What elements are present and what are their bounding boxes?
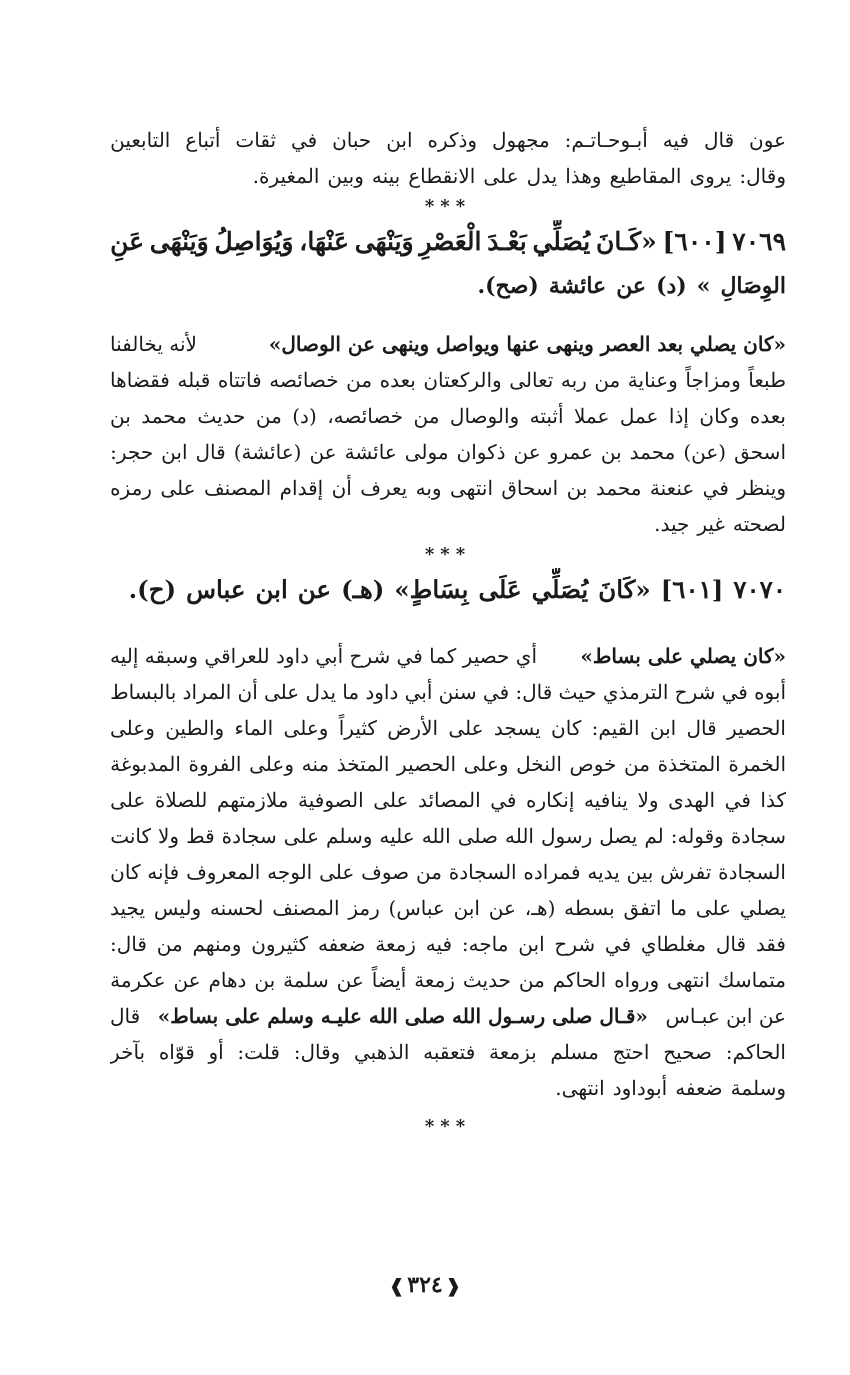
word: فتعقبه	[423, 1040, 476, 1064]
word: عَلَى	[478, 575, 522, 604]
word: قال	[703, 128, 735, 152]
word: عمل	[619, 404, 659, 428]
word: (عن)	[683, 440, 727, 464]
word: ربه	[560, 368, 587, 392]
word: الانقطاع	[408, 164, 476, 188]
word: الصوفية	[298, 788, 364, 812]
word: غير	[697, 512, 725, 536]
text-line	[110, 470, 786, 506]
word: «كَانَ	[598, 575, 651, 604]
word: عباس)	[388, 896, 445, 920]
intro-paragraph	[110, 122, 786, 194]
word: رمز	[348, 896, 380, 920]
text-line	[110, 746, 786, 782]
word: أبـوحـاتـم:	[564, 128, 648, 152]
word: بعده	[749, 404, 786, 428]
word: فمراده	[523, 860, 581, 884]
word: عن	[513, 440, 541, 464]
word: لحسنه	[209, 896, 264, 920]
word: ابن	[453, 896, 480, 920]
word: وَيَنْهَى	[149, 227, 209, 256]
commentary-7070	[110, 638, 786, 1106]
word: قال	[715, 932, 747, 956]
word: يدل	[526, 164, 558, 188]
word: عليه	[379, 824, 415, 848]
text-line	[110, 710, 786, 746]
word: تفرش	[660, 860, 712, 884]
word: خصائصه،	[327, 404, 404, 428]
word: بِسَاطٍ»	[394, 575, 469, 604]
word: الحصير	[727, 716, 786, 740]
word: ضعفه	[317, 932, 366, 956]
word: إقدام	[279, 476, 324, 500]
commentary-text: أي حصير كما في شرح أبي داود للعراقي وسبقه إليه	[110, 644, 538, 668]
word: أو	[208, 1040, 224, 1064]
word: في	[290, 128, 318, 152]
word: اتفق	[623, 896, 662, 920]
word: أيضاً	[371, 968, 407, 992]
commentary-text: لأنه يخالفنا	[110, 332, 197, 356]
section-separator: ***	[424, 1116, 472, 1137]
word: وكان	[699, 404, 740, 428]
word: متماسك	[717, 968, 786, 992]
word: عن	[336, 968, 364, 992]
text-line	[110, 1034, 786, 1070]
hadith-line	[110, 220, 786, 264]
text-line	[110, 122, 786, 158]
word: من	[624, 752, 650, 776]
word: والركعتان	[423, 368, 502, 392]
word: اسحاق	[501, 476, 559, 500]
word: في	[724, 788, 751, 812]
word: على	[319, 860, 355, 884]
word: عن	[297, 575, 332, 604]
word: بعده	[379, 368, 416, 392]
word: عَنِ	[110, 227, 145, 256]
word: محمد	[141, 404, 187, 428]
text-line	[110, 890, 786, 926]
word: والطين	[165, 716, 225, 740]
word: المتخذة	[657, 752, 721, 776]
word: انتهى	[667, 968, 711, 992]
word: الله	[421, 824, 451, 848]
word: (ح).	[128, 575, 177, 604]
word: محمد	[629, 440, 676, 464]
text-line	[110, 782, 786, 818]
word: في	[490, 788, 517, 812]
word: للصلاة	[154, 788, 208, 812]
word: على	[160, 476, 196, 500]
commentary-text: عن ابن عبـاس	[665, 1004, 786, 1028]
word: جيد.	[654, 512, 690, 536]
word: على	[110, 788, 146, 812]
word: وليس	[153, 896, 202, 920]
word: الماء	[234, 716, 274, 740]
word: »	[696, 273, 711, 299]
word: قوّاه	[158, 1040, 195, 1064]
word: عباس	[186, 575, 246, 604]
word: على	[483, 164, 519, 188]
text-line	[110, 998, 786, 1034]
word: شرح	[674, 680, 716, 704]
word: يديه	[587, 860, 620, 884]
word: إنكاره	[526, 788, 575, 812]
commentary-7069	[110, 326, 786, 542]
word: الحاكم:	[725, 1040, 786, 1064]
word: فيه	[662, 128, 690, 152]
word: رمزه	[110, 476, 152, 500]
word: ومنهم	[192, 932, 242, 956]
word: وعلى	[283, 716, 329, 740]
word: يعرف	[360, 476, 408, 500]
word: ابن	[161, 440, 188, 464]
word: ينافيه	[583, 788, 628, 812]
word: يُصَلِّي	[532, 227, 591, 256]
word: ما	[670, 896, 687, 920]
hadith-quote: «كان يصلي على بساط»	[580, 644, 786, 668]
word: في	[721, 680, 748, 704]
hadith-quote: «قـال صلى رسـول الله صلى الله عليـه وسلم على بساط»	[157, 1004, 648, 1028]
hadith-7069	[110, 220, 786, 308]
word: النخل	[516, 752, 562, 776]
word: وقال:	[293, 1040, 341, 1064]
word: قلت:	[237, 1040, 280, 1064]
text-line	[110, 818, 786, 854]
word: بين	[626, 860, 654, 884]
word: فإنه	[147, 860, 180, 884]
word: اسحق	[734, 440, 786, 464]
text-line	[110, 434, 786, 470]
hadith-7070	[110, 568, 786, 612]
word: أن	[331, 476, 352, 500]
word: من	[415, 860, 442, 884]
word: (هـ)	[341, 575, 385, 604]
word: كثيراً	[338, 716, 377, 740]
text-line	[110, 674, 786, 710]
word: داود	[365, 680, 399, 704]
word: على	[448, 716, 484, 740]
word: المصنف	[272, 896, 340, 920]
word: ابن	[518, 932, 545, 956]
word: [٦٠٠]	[662, 227, 727, 256]
word: رسول	[540, 824, 593, 848]
word: إذا	[668, 404, 689, 428]
word: ثقات	[235, 128, 277, 152]
word: وَيُوَاصِلُ	[214, 227, 294, 256]
word: الحاكم	[552, 968, 607, 992]
word: من	[255, 404, 282, 428]
word: القيم:	[591, 716, 640, 740]
word: ابن	[649, 716, 677, 740]
word: المعروف	[186, 860, 261, 884]
word: وسلمة	[730, 1076, 786, 1100]
word: المغيرة.	[252, 164, 320, 188]
text-line	[110, 962, 786, 998]
word: أن	[237, 680, 258, 704]
word: ضعفه	[675, 1076, 723, 1100]
text-line	[110, 326, 786, 362]
word: أتباع	[185, 128, 221, 152]
word: كان	[551, 716, 582, 740]
section-separator: ***	[424, 544, 472, 565]
word: دهام	[208, 968, 247, 992]
word: عكرمة	[110, 968, 166, 992]
word: من	[594, 368, 621, 392]
word: ٧٠٦٩	[732, 227, 786, 256]
word: الْعَصْرِ	[419, 227, 482, 256]
word: في	[702, 476, 729, 500]
word: المدبوغة	[110, 752, 181, 776]
word: الهدى	[668, 788, 716, 812]
word: ملازمتهم	[216, 788, 289, 812]
text-line	[110, 158, 786, 194]
word: (د)	[292, 404, 317, 428]
word: عن	[488, 896, 516, 920]
word: السجادة	[718, 860, 786, 884]
word: سجادة	[221, 824, 277, 848]
word: طبعاً	[748, 368, 786, 392]
word: الحصير	[397, 752, 457, 776]
word: قال	[686, 716, 717, 740]
word: من	[413, 404, 440, 428]
word: عائشة	[344, 440, 397, 464]
word: انتهى	[449, 476, 494, 500]
word: مسلم	[550, 1040, 599, 1064]
word: والوصال	[449, 404, 520, 428]
word: بآخر	[110, 1040, 146, 1064]
section-separator: ***	[424, 196, 472, 217]
word: كذا	[760, 788, 786, 812]
word: زمعة	[414, 968, 455, 992]
word: على	[373, 788, 409, 812]
word: التابعين	[110, 128, 171, 152]
word: على	[283, 824, 320, 848]
word: المتخذ	[336, 752, 390, 776]
word: قال:	[110, 932, 147, 956]
word: عمرو	[548, 440, 593, 464]
word: أبي	[404, 680, 433, 704]
word: وقوله:	[670, 824, 724, 848]
word: أثبته	[529, 404, 564, 428]
word: ابن	[386, 128, 413, 152]
word: قال:	[515, 680, 553, 704]
hadith-quote: «كان يصلي بعد العصر وينهى عنها ويواصل وينهى عن الوصال»	[268, 332, 786, 356]
word: بزمعة	[488, 1040, 537, 1064]
word: عملا	[573, 404, 610, 428]
word: الخمرة	[728, 752, 786, 776]
word: وعناية	[627, 368, 678, 392]
word: بن	[254, 968, 276, 992]
word: ولا	[637, 788, 659, 812]
word: مجهول	[492, 128, 550, 152]
word: حديث	[462, 968, 511, 992]
word: بينه	[371, 164, 401, 188]
word: فقضاها	[110, 368, 170, 392]
word: تعالى	[509, 368, 554, 392]
word: بن	[566, 476, 588, 500]
word: لصحته	[732, 512, 786, 536]
word: في	[482, 680, 510, 704]
word: يُصَلِّي	[531, 575, 589, 604]
word: على	[263, 680, 300, 704]
word: خصائصه	[269, 368, 339, 392]
word: فقد	[755, 932, 786, 956]
word: وقال:	[739, 164, 786, 188]
word: وعلى	[110, 716, 155, 740]
word: يصلي	[739, 896, 786, 920]
word: شرح	[554, 932, 596, 956]
word: (د)	[656, 273, 687, 299]
word: كانت	[110, 824, 152, 848]
word: يدل	[305, 680, 337, 704]
word: وينظر	[737, 476, 786, 500]
word: مغلطاي	[640, 932, 707, 956]
word: عن	[616, 273, 647, 299]
word: ابن	[255, 575, 288, 604]
word: (صح).	[477, 273, 539, 299]
text-line	[110, 854, 786, 890]
word: سجادة	[730, 824, 786, 848]
word: على	[695, 896, 732, 920]
word: من	[156, 932, 183, 956]
word: بَعْـدَ	[487, 227, 527, 256]
word: ماجه:	[461, 932, 509, 956]
word: بسطه	[564, 896, 615, 920]
word: وهذا	[565, 164, 602, 188]
text-line	[110, 506, 786, 542]
word: في	[604, 932, 632, 956]
word: أبوداود	[612, 1076, 668, 1100]
word: الأرض	[387, 716, 439, 740]
word: صلى	[457, 824, 498, 848]
word: قبله	[177, 368, 211, 392]
word: من	[518, 968, 545, 992]
word: مولى	[404, 440, 449, 464]
word: (عائشة)	[233, 440, 302, 464]
word: المقاطيع	[609, 164, 682, 188]
word: وبه	[415, 476, 442, 500]
word: الوِصَالِ	[720, 273, 786, 299]
word: يجيد	[110, 896, 146, 920]
word: الله	[504, 824, 534, 848]
word: (هـ،	[524, 896, 556, 920]
word: عن	[173, 968, 201, 992]
ornament-left-icon: ❱	[389, 1276, 405, 1297]
word: ولا	[158, 824, 180, 848]
word: احتج	[612, 1040, 650, 1064]
word: عائشة	[548, 273, 607, 299]
text-line	[110, 1070, 786, 1106]
word: محمد	[595, 476, 642, 500]
word: وذكره	[427, 128, 478, 152]
word: الفروة	[188, 752, 242, 776]
ornament-right-icon: ❰	[445, 1276, 461, 1297]
word: قط	[186, 824, 215, 848]
word: «كَـانَ	[595, 227, 657, 256]
word: المصنف	[203, 476, 272, 500]
word: الترمذي	[602, 680, 669, 704]
word: صوف	[361, 860, 410, 884]
word: بالبساط	[110, 680, 177, 704]
word: زمعة	[375, 932, 416, 956]
word: المصائد	[417, 788, 481, 812]
hadith-line	[110, 568, 786, 612]
word: وَيَنْهَى	[354, 227, 414, 256]
word: فيه	[425, 932, 453, 956]
word: حيث	[558, 680, 597, 704]
word: وعلى	[249, 752, 295, 776]
word: لم	[644, 824, 664, 848]
word: صحيح	[663, 1040, 713, 1064]
word: عَنْهَا،	[299, 227, 349, 256]
word: من	[346, 368, 373, 392]
word: ٧٠٧٠	[733, 575, 786, 604]
hadith-line	[110, 264, 786, 308]
word: عن	[309, 440, 337, 464]
word: بن	[600, 440, 622, 464]
word: كان	[110, 860, 141, 884]
word: ومزاجاً	[685, 368, 741, 392]
word: الذهبي	[354, 1040, 410, 1064]
word: وعلى	[463, 752, 509, 776]
word: يروى	[689, 164, 732, 188]
word: الوجه	[267, 860, 313, 884]
word: فاتتاه	[217, 368, 262, 392]
word: خوص	[569, 752, 617, 776]
word: حديث	[197, 404, 246, 428]
word: أبوه	[754, 680, 786, 704]
word: انتهى.	[555, 1076, 605, 1100]
text-line	[110, 362, 786, 398]
word: عون	[749, 128, 786, 152]
text-line	[110, 638, 786, 674]
word: ذكوان	[456, 440, 506, 464]
word: المراد	[182, 680, 232, 704]
word: يصل	[599, 824, 638, 848]
word: قال	[195, 440, 226, 464]
word: منه	[301, 752, 330, 776]
word: سنن	[438, 680, 477, 704]
word: وبين	[327, 164, 364, 188]
word: سلمة	[283, 968, 329, 992]
word: السجادة	[448, 860, 517, 884]
word: ما	[342, 680, 360, 704]
commentary-text: قال	[110, 1004, 141, 1028]
word: ورواه	[614, 968, 660, 992]
word: بن	[110, 404, 131, 428]
text-line	[110, 926, 786, 962]
word: يسجد	[493, 716, 541, 740]
text-line	[110, 398, 786, 434]
page-number: ❰٣٢٤❱	[0, 1272, 850, 1298]
word: كثيرون	[251, 932, 309, 956]
word: وسلم	[326, 824, 373, 848]
word: [٦٠١]	[660, 575, 724, 604]
word: حجر:	[110, 440, 154, 464]
word: حبان	[332, 128, 372, 152]
word: عنعنة	[649, 476, 695, 500]
